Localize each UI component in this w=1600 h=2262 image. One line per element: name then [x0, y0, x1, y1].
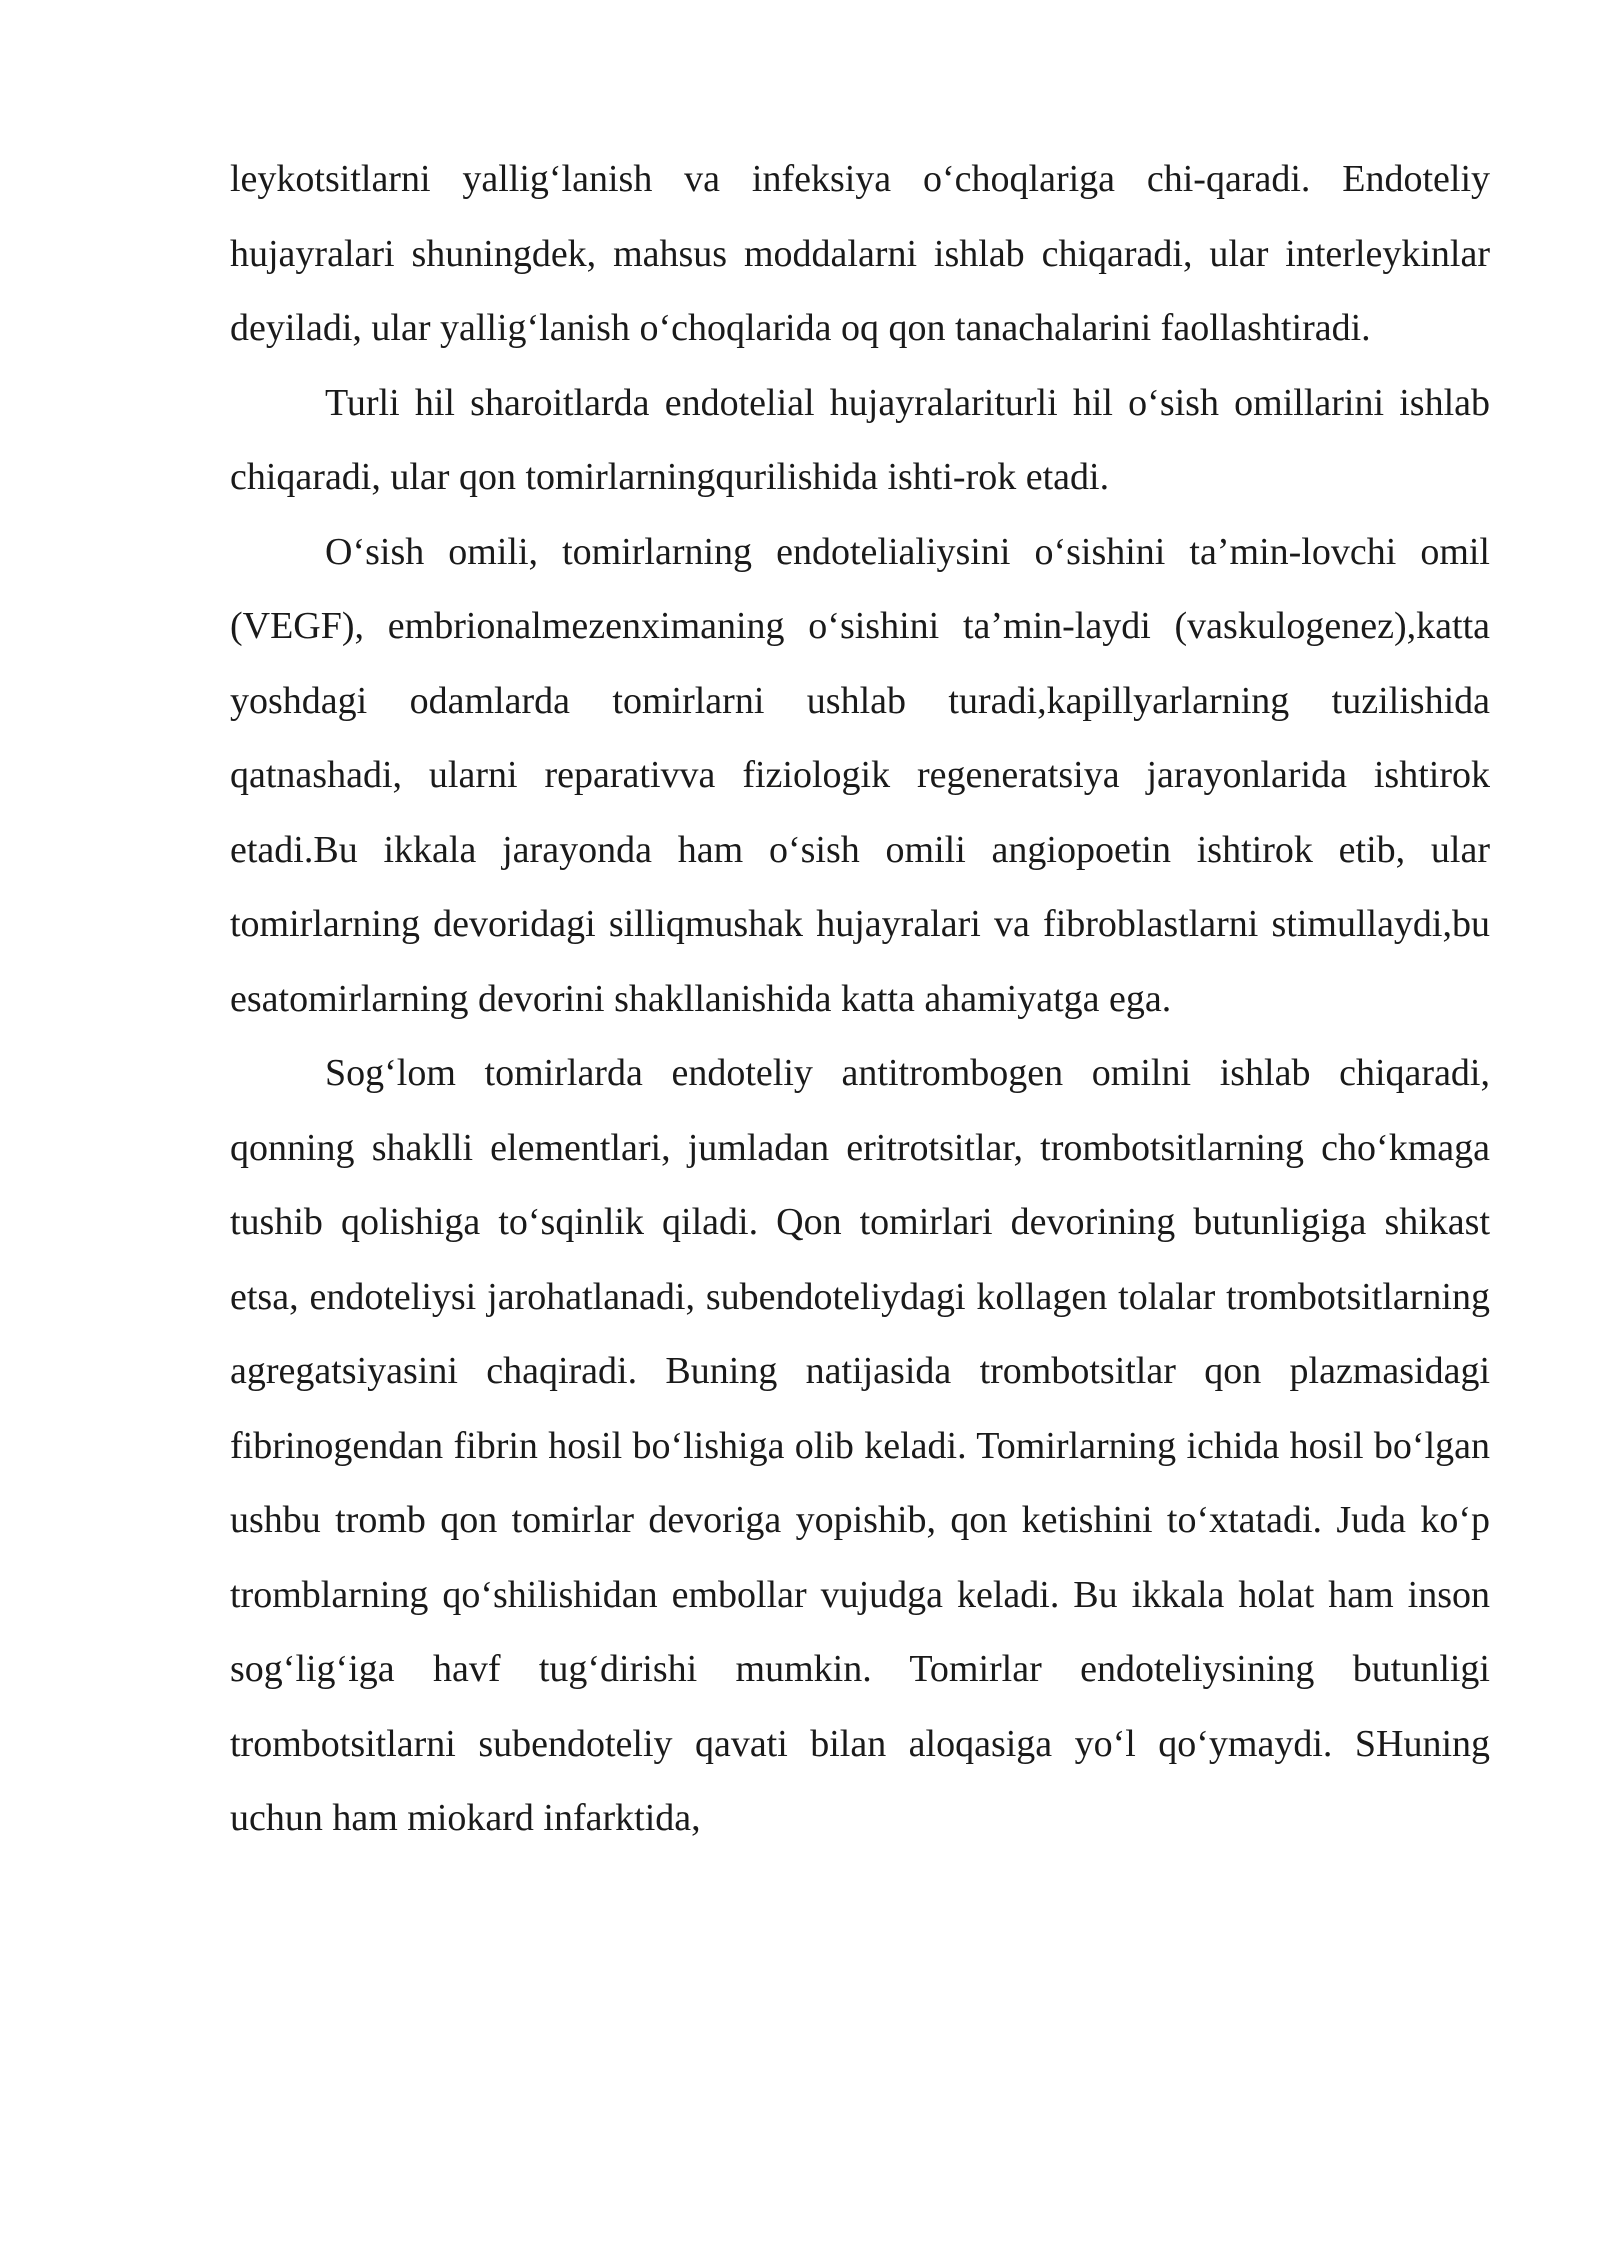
- body-text: [230, 142, 1490, 1856]
- paragraph-3: O‘sish omili, tomirlarning endotelialiysini o‘sishini ta’min-lovchi omil (VEGF), embrionalmezenximaning o‘sishini ta’min-laydi (vaskulogenez),katta yoshdagi odamlarda tomirlarni ushlab turadi,kapillyarlarning tuzilishida qatnashadi, ularni reparativva fiziologik regeneratsiya jarayonlarida ishtirok etadi.Bu ikkala jarayonda ham o‘sish omili angiopoetin ishtirok etib, ular tomirlarning devoridagi silliqmushak hujayralari va fibroblastlarni stimullaydi,bu esatomirlarning devorini shakllanishida katta ahamiyatga ega.: [230, 530, 1490, 1020]
- paragraph-1: leykotsitlarni yallig‘lanish va infeksiya o‘choqlariga chi-qaradi. Endoteliy hujayralari shuningdek, mahsus moddalarni ishlab chiqaradi, ular interleykinlar deyiladi, ular yallig‘lanish o‘choqlarida oq qon tanachalarini faollashtiradi.: [230, 158, 1490, 349]
- paragraph-2: Turli hil sharoitlarda endotelial hujayralariturli hil o‘sish omillarini ishlab chiqaradi, ular qon tomirlarningqurilishida ishti-rok etadi.: [230, 381, 1490, 498]
- paragraph-4: Sog‘lom tomirlarda endoteliy antitrombogen omilni ishlab chiqaradi, qonning shaklli elementlari, jumladan eritrotsitlar, trombotsitlarning cho‘kmaga tushib qolishiga to‘sqinlik qiladi. Qon tomirlari devorining butunligiga shikast etsa, endoteliysi jarohatlanadi, subendoteliydagi kollagen tolalar trombotsitlarning agregatsiyasini chaqiradi. Buning natijasida trombotsitlar qon plazmasidagi fibrinogendan fibrin hosil bo‘lishiga olib keladi. Tomirlarning ichida hosil bo‘lgan ushbu tromb qon tomirlar devoriga yopishib, qon ketishini to‘xtatadi. Juda ko‘p tromblarning qo‘shilishidan embollar vujudga keladi. Bu ikkala holat ham inson sog‘lig‘iga havf tug‘dirishi mumkin. Tomirlar endoteliysining butunligi trombotsitlarni subendoteliy qavati bilan aloqasiga yo‘l qo‘ymaydi. SHuning uchun ham miokard infarktida,: [230, 1052, 1490, 1839]
